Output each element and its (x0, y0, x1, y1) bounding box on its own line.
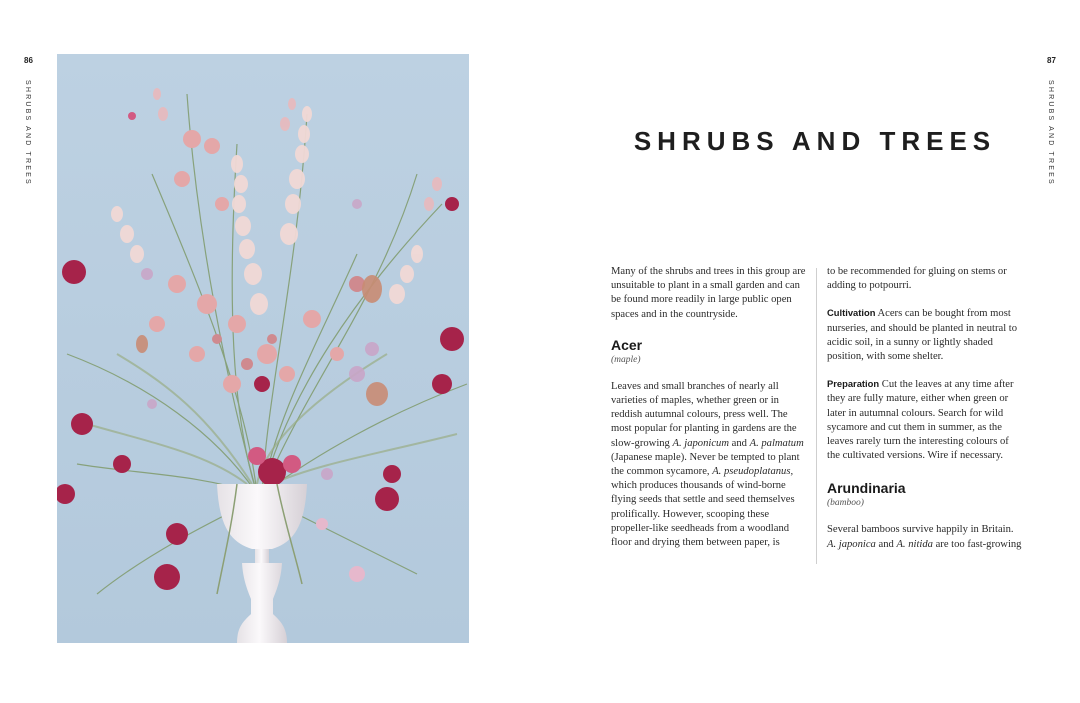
chapter-title: SHRUBS AND TREES (633, 126, 997, 156)
acer-cultivation-paragraph: Cultivation Acers can be bought from most nurseries, and should be planted in neutral to acidic soil, in a sunny or lightly shaded position, with some shelter. (827, 307, 1018, 363)
text-column-left (611, 265, 807, 563)
text-column-right (827, 265, 1023, 565)
column-divider (816, 268, 817, 564)
acer-paragraph: Leaves and small branches of nearly all varieties of maples, whether green or in reddish autumnal colours, press well. The most popular for planting in gardens are the slow-growing A. japonicum and A. palmatum (Japanese maple). Never be tempted to plant the common sycamore, A. pseudoplatanus, which produces thousands of wind-borne flying seeds that settle and seed themselves prolifically. However, scooping these propeller-like seedheads from a woodland floor and drying them between paper, is (611, 380, 804, 549)
left-page-number: 86 (24, 56, 33, 65)
acer-continued-paragraph: to be recommended for gluing on stems or adding to potpourri. (827, 266, 1007, 292)
intro-paragraph: Many of the shrubs and trees in this group are unsuitable to plant in a small garden and can be found more readily in large public open spaces and in the countryside. (611, 266, 806, 320)
right-page-number: 87 (1047, 56, 1056, 65)
entry-title-arundinaria: Arundinaria (827, 480, 906, 497)
arundinaria-paragraph: Several bamboos survive happily in Britain. A. japonica and A. nitida are too fast-growing (827, 524, 1022, 550)
cultivation-label: Cultivation (827, 307, 876, 319)
flower-arrangement-photo (57, 54, 469, 643)
entry-title-acer: Acer (611, 336, 643, 353)
preparation-label: Preparation (827, 378, 880, 390)
entry-common-name-arundinaria: (bamboo) (827, 498, 864, 509)
right-running-head: SHRUBS AND TREES (1047, 80, 1054, 186)
acer-preparation-paragraph: Preparation Cut the leaves at any time after they are fully mature, either when green or later in autumnal colours. Search for wild sycamore and cut them in summer, as the leaves rarely turn the interesting colours of the cultivated versions. Wire if necessary. (827, 378, 1014, 462)
left-running-head: SHRUBS AND TREES (24, 80, 31, 186)
entry-common-name-acer: (maple) (611, 354, 641, 365)
